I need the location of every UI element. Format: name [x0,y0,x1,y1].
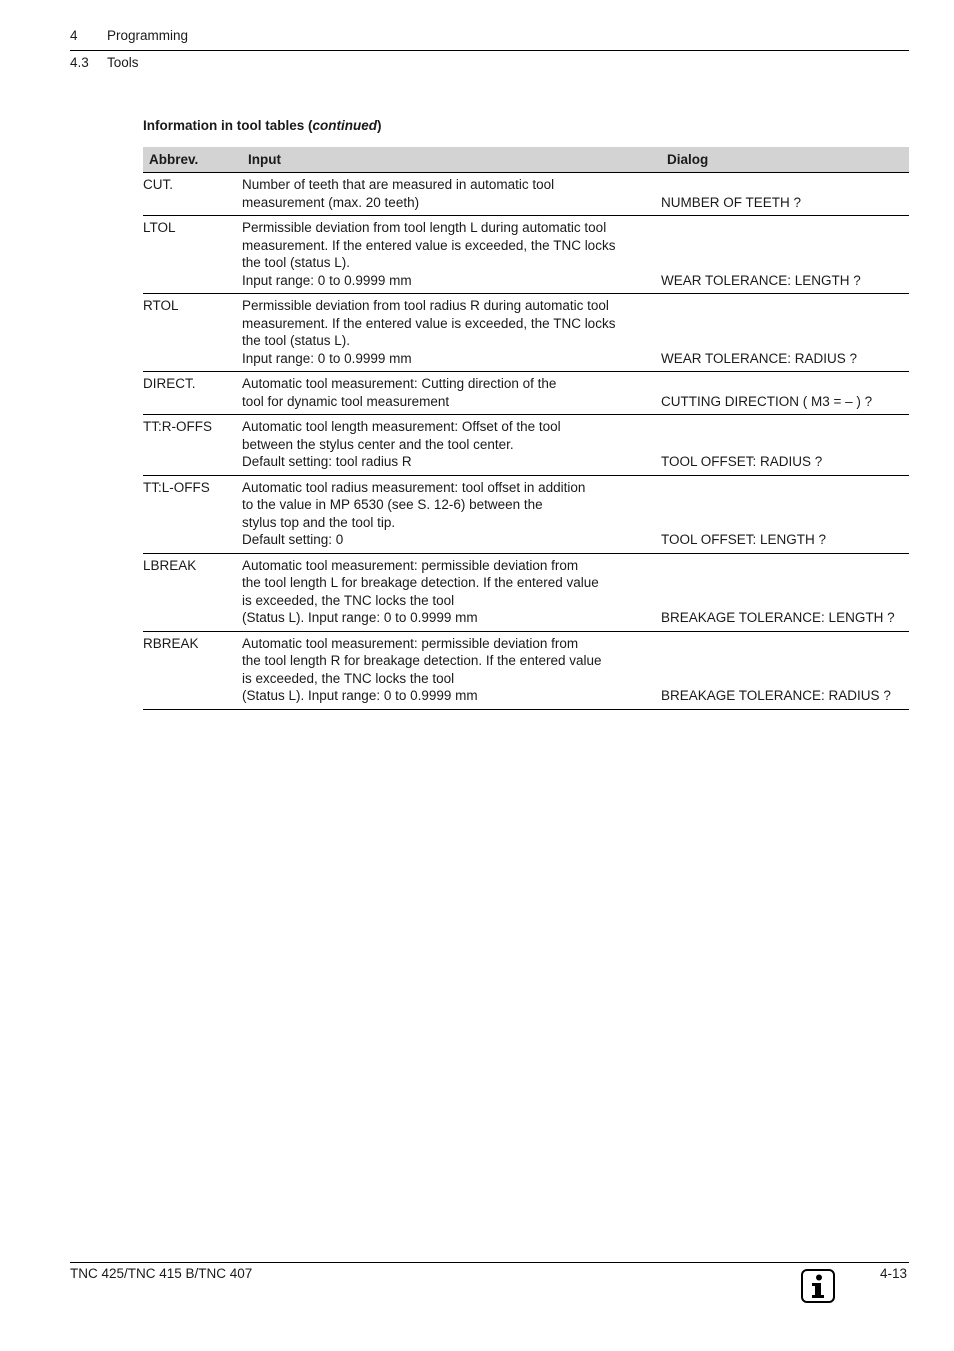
dialog-cell: BREAKAGE TOLERANCE: LENGTH ? [661,553,909,631]
footer-product: TNC 425/TNC 415 B/TNC 407 [70,1266,253,1281]
dialog-cell: NUMBER OF TEETH ? [661,173,909,216]
abbrev-cell: LTOL [143,216,242,294]
chapter-title: Programming [107,28,189,43]
dialog-cell: TOOL OFFSET: LENGTH ? [661,475,909,553]
input-cell: Automatic tool radius measurement: tool offset in addition to the value in MP 6530 (see S. 12-6) between the stylus top and the tool tip. Default setting: 0 [242,475,661,553]
abbrev-cell: RBREAK [143,631,242,709]
abbrev-cell: TT:R-OFFS [143,415,242,476]
table-heading-continued: continued [312,118,378,133]
table-row [143,372,909,415]
info-icon [801,1269,835,1303]
table-row [143,553,909,631]
dialog-cell: TOOL OFFSET: RADIUS ? [661,415,909,476]
section-number: 4.3 [70,55,89,70]
abbrev-cell: TT:L-OFFS [143,475,242,553]
footer-divider [70,1262,909,1263]
table-body [143,173,909,710]
chapter-number: 4 [70,28,78,43]
input-cell: Permissible deviation from tool length L during automatic tool measurement. If the entered value is exceeded, the TNC locks the tool (status L). Input range: 0 to 0.9999 mm [242,216,661,294]
table-row [143,294,909,372]
table-heading-paren-open: ( [308,118,313,133]
dialog-cell: WEAR TOLERANCE: RADIUS ? [661,294,909,372]
dialog-cell: BREAKAGE TOLERANCE: RADIUS ? [661,631,909,709]
abbrev-cell: RTOL [143,294,242,372]
input-cell: Permissible deviation from tool radius R during automatic tool measurement. If the entered value is exceeded, the TNC locks the tool (status L). Input range: 0 to 0.9999 mm [242,294,661,372]
dialog-cell: WEAR TOLERANCE: LENGTH ? [661,216,909,294]
input-cell: Number of teeth that are measured in automatic tool measurement (max. 20 teeth) [242,173,661,216]
page-number: 4-13 [880,1266,908,1281]
tool-table [143,147,909,710]
table-row [143,216,909,294]
table-row [143,631,909,709]
table-row [143,173,909,216]
column-header-dialog: Dialog [661,147,909,173]
running-header-chapter [70,28,188,44]
input-cell: Automatic tool measurement: Cutting direction of the tool for dynamic tool measurement [242,372,661,415]
abbrev-cell: DIRECT. [143,372,242,415]
table-heading-paren-close: ) [377,118,382,133]
table-row [143,475,909,553]
info-icon-glyph [803,1271,833,1301]
table-heading-main: Information in tool tables [143,118,305,133]
dialog-cell: CUTTING DIRECTION ( M3 = – ) ? [661,372,909,415]
abbrev-cell: LBREAK [143,553,242,631]
input-cell: Automatic tool measurement: permissible deviation from the tool length L for breakage detection. If the entered value is exceeded, the TNC locks the tool (Status L). Input range: 0 to 0.9999 mm [242,553,661,631]
column-header-abbrev: Abbrev. [143,147,242,173]
header-divider [70,50,909,51]
input-cell: Automatic tool measurement: permissible deviation from the tool length R for breakage detection. If the entered value is exceeded, the TNC locks the tool (Status L). Input range: 0 to 0.9999 mm [242,631,661,709]
input-cell: Automatic tool length measurement: Offset of the tool between the stylus center and the tool center. Default setting: tool radius R [242,415,661,476]
section-title: Tools [107,55,139,70]
column-header-input: Input [242,147,661,173]
table-row [143,415,909,476]
table-header-row [143,147,909,173]
running-header-section [70,55,139,71]
table-heading [143,118,382,134]
abbrev-cell: CUT. [143,173,242,216]
